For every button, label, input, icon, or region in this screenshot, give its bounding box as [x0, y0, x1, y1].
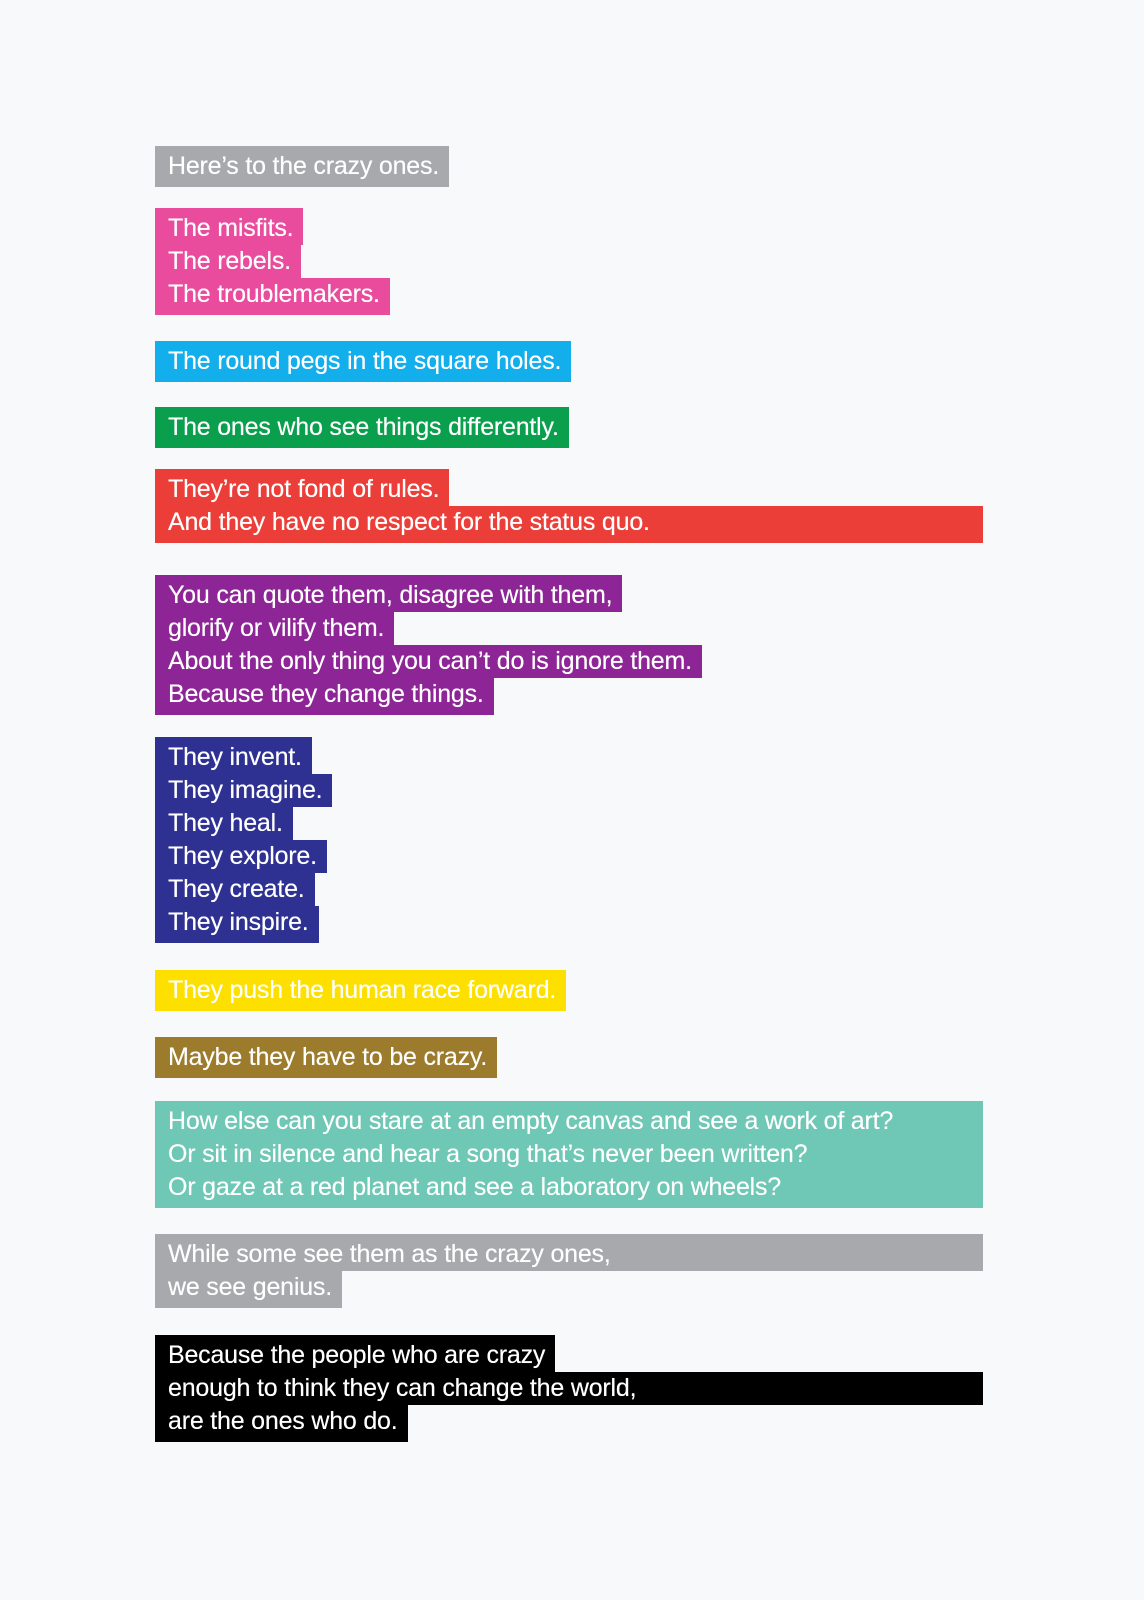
block-maybe-crazy [155, 1037, 497, 1078]
quote-line: glorify or vilify them. [155, 612, 394, 645]
quote-line: enough to think they can change the world, [155, 1372, 983, 1405]
quote-line: are the ones who do. [155, 1405, 408, 1442]
quote-line: we see genius. [155, 1271, 342, 1308]
quote-line: Or sit in silence and hear a song that’s never been written? [155, 1138, 983, 1171]
quote-line: The rebels. [155, 245, 301, 278]
block-human-race [155, 970, 566, 1011]
block-quote-them [155, 575, 702, 715]
quote-line: They’re not fond of rules. [155, 469, 449, 506]
quote-line: While some see them as the crazy ones, [155, 1234, 983, 1271]
quote-line: Because the people who are crazy [155, 1335, 555, 1372]
quote-line: They push the human race forward. [155, 970, 566, 1011]
quote-line: And they have no respect for the status quo. [155, 506, 983, 543]
quote-line: About the only thing you can’t do is ignore them. [155, 645, 702, 678]
quote-line: You can quote them, disagree with them, [155, 575, 622, 612]
block-misfits [155, 208, 390, 315]
quote-line: Here’s to the crazy ones. [155, 146, 449, 187]
quote-line: The troublemakers. [155, 278, 390, 315]
block-see-differently [155, 407, 569, 448]
block-how-else [155, 1101, 983, 1208]
quote-line: They inspire. [155, 906, 319, 943]
quote-line: The round pegs in the square holes. [155, 341, 571, 382]
quote-line: They invent. [155, 737, 312, 774]
block-rules [155, 469, 983, 543]
quote-line: They imagine. [155, 774, 332, 807]
block-change-world [155, 1335, 983, 1442]
block-genius [155, 1234, 983, 1308]
quote-line: The ones who see things differently. [155, 407, 569, 448]
quote-line: They heal. [155, 807, 293, 840]
quote-line: The misfits. [155, 208, 303, 245]
quote-line: Or gaze at a red planet and see a laboratory on wheels? [155, 1171, 983, 1208]
block-they-invent [155, 737, 332, 943]
quote-line: They create. [155, 873, 315, 906]
block-round-pegs [155, 341, 571, 382]
quote-line: How else can you stare at an empty canvas and see a work of art? [155, 1101, 983, 1138]
quote-line: Because they change things. [155, 678, 494, 715]
quote-line: They explore. [155, 840, 327, 873]
quote-line: Maybe they have to be crazy. [155, 1037, 497, 1078]
block-crazy-ones [155, 146, 449, 187]
